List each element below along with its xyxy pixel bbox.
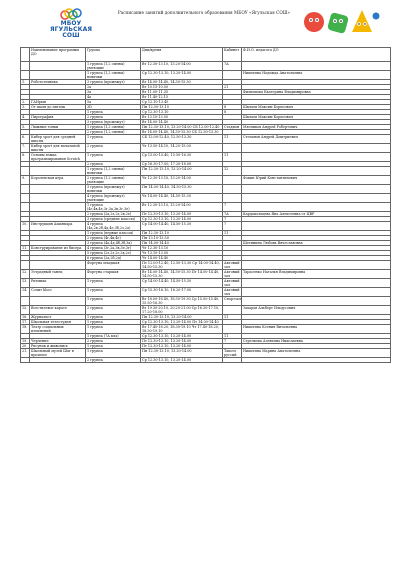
group-name: 6 группа (2а,2б,2д) bbox=[86, 256, 141, 261]
teacher-name bbox=[242, 153, 391, 162]
table-row bbox=[21, 297, 391, 306]
schedule-time: Пн 12.30-13.10, 13.20-14.00 bbox=[141, 167, 223, 176]
row-number: 13. bbox=[21, 279, 30, 288]
group-name: 4 группа (3г,2а,3в,3е,3г) bbox=[86, 246, 141, 251]
program-name bbox=[30, 71, 86, 80]
teacher-name: Никитина Ксения Витальевна bbox=[242, 325, 391, 334]
program-name: ГАИрыи bbox=[30, 100, 86, 105]
schedule-time: Ср 16.30-17.00, 17.20-18.00 bbox=[141, 162, 223, 167]
schedule-time: Пн 12.30-13.10, 13.20-14.00 СБ 12.00-12.40 bbox=[141, 125, 223, 130]
group-name: 1 группа bbox=[86, 279, 141, 288]
teacher-name bbox=[242, 261, 391, 270]
program-name: Ритмика bbox=[30, 279, 86, 288]
schedule-time: Чт 14.00-14.40, 14.50-15.30 bbox=[141, 194, 223, 203]
program-name bbox=[30, 358, 86, 363]
group-name: 2а bbox=[86, 85, 141, 90]
group-name: 3 группа (4а,4д,4б,3б,3а) bbox=[86, 241, 141, 246]
schedule-time: Чт 14.00-14.40 bbox=[141, 256, 223, 261]
room: 12 bbox=[223, 167, 242, 176]
table-row bbox=[21, 203, 391, 212]
schedule-time: Вт 18.00-18.40, 18.50-19.30 Ср 15.00-15.40, 15.50-16.30 bbox=[141, 297, 223, 306]
teacher-name bbox=[242, 222, 391, 231]
schedule-table bbox=[20, 47, 391, 363]
row-number: 9. bbox=[21, 176, 30, 185]
group-name: 3 группа (промежут) новички bbox=[86, 185, 141, 194]
room bbox=[223, 358, 242, 363]
logo-text: МБОУ ЯГУЛЬСКАЯ СОШ bbox=[49, 20, 93, 39]
schedule-time: Пн 14.00-14.40, 14.50-15.30 bbox=[141, 185, 223, 194]
schedule-time: Ср 12.30-13.10, 13.20-14.00 Пт 14.00-14.40 bbox=[141, 320, 223, 325]
table-row bbox=[21, 222, 391, 231]
room: 7 bbox=[223, 339, 242, 344]
schedule-time: Ср 12.30-13.10, 13.20-14.00 bbox=[141, 217, 223, 222]
group-name: 2 группа bbox=[86, 144, 141, 153]
program-name: Черчение bbox=[30, 339, 86, 344]
teacher-name bbox=[242, 358, 391, 363]
row-number: 10. bbox=[21, 222, 30, 231]
program-name: Основы языка программирования Scratch bbox=[30, 153, 86, 162]
room: 7 bbox=[223, 203, 242, 212]
teacher-name: Шклаев Максим Борисович bbox=[242, 105, 391, 110]
table-row bbox=[21, 167, 391, 176]
teacher-name bbox=[242, 167, 391, 176]
schedule-time: Ср 12.30-13.10 bbox=[141, 110, 223, 115]
group-name: 2 группа (1,2 смены) bbox=[86, 130, 141, 135]
schedule-time: Пн 13.10-13.50 bbox=[141, 236, 223, 241]
table-row bbox=[21, 306, 391, 315]
teacher-name: Кардапольцева Яна Алексеевна от ЦВР bbox=[242, 212, 391, 217]
room: Актовый зал bbox=[223, 279, 242, 288]
program-name bbox=[30, 62, 86, 71]
group-name: 3D bbox=[86, 105, 141, 110]
room bbox=[223, 176, 242, 185]
row-number: 17. bbox=[21, 320, 30, 325]
group-name: 1 группа (1,2 смены) умеющие bbox=[86, 62, 141, 71]
table-row bbox=[21, 325, 391, 334]
room: 7А bbox=[223, 62, 242, 71]
teacher-name bbox=[242, 297, 391, 306]
row-number: 15. bbox=[21, 306, 30, 315]
group-name: 4а bbox=[86, 95, 141, 100]
room: Спортзал bbox=[223, 297, 242, 306]
schedule-time: Вт 14.00-14.40, 14.50-15.30 СБ 12.50-13.30 bbox=[141, 130, 223, 135]
teacher-name bbox=[242, 185, 391, 194]
row-number: 21. bbox=[21, 349, 30, 358]
schedule-time: Вт 12.30-13.10, 13.20-14.00 bbox=[141, 62, 223, 71]
table-row bbox=[21, 358, 391, 363]
group-name: 1 группа bbox=[86, 135, 141, 144]
group-name: 1 группа (1,2 смены) bbox=[86, 125, 141, 130]
column-header: Кабинет bbox=[223, 48, 242, 62]
schedule-time: Вт 12.30-13.10, 13.20-14.00 bbox=[141, 203, 223, 212]
room: 11 bbox=[223, 334, 242, 339]
schedule-time: Чт 12.30-13.10, 13.20-14.00 bbox=[141, 176, 223, 185]
schedule-time: Ср 12.30-13.10, 13.20-14.00 bbox=[141, 71, 223, 80]
room: 11 bbox=[223, 315, 242, 320]
schedule-time: Ср 12.10-13.45 bbox=[141, 100, 223, 105]
row-number: 6. bbox=[21, 135, 30, 144]
row-number: 16. bbox=[21, 315, 30, 320]
table-row bbox=[21, 153, 391, 162]
room: 7 bbox=[223, 222, 242, 231]
teacher-name: Никитина Марина Анатольевна bbox=[242, 349, 391, 358]
row-number: 8. bbox=[21, 153, 30, 162]
room: 8 bbox=[223, 110, 242, 115]
program-name bbox=[30, 185, 86, 194]
table-header-row bbox=[21, 48, 391, 62]
row-number bbox=[21, 185, 30, 194]
program-name bbox=[30, 261, 86, 270]
table-row bbox=[21, 194, 391, 203]
schedule-time: Ср 12.30-13.10, 13.20-14.00 bbox=[141, 334, 223, 339]
schedule-time: Пт 12.00-12.40, 12.50-13.30 Ср 14.00-14.40, 14.50-15.30 bbox=[141, 261, 223, 270]
teacher-name: Никитина Надежда Анатольевна bbox=[242, 71, 391, 80]
program-name: От шаля до пятачк bbox=[30, 105, 86, 110]
teacher-name: Шклаев Максим Борисович bbox=[242, 115, 391, 120]
program-name: Лыжные гонки bbox=[30, 125, 86, 130]
group-name: 1 группа (4г,4в,4е,3г,3а,3в,3г,3е) bbox=[86, 203, 141, 212]
row-number: 5. bbox=[21, 125, 30, 130]
schedule-time: Ср 14.00-14.40, 14.50-15.30 bbox=[141, 222, 223, 231]
schedule-time: Пт 12.30-13.10, 13.20-14.00 bbox=[141, 212, 223, 217]
school-logo bbox=[40, 8, 102, 38]
room: 7 bbox=[223, 217, 242, 222]
room: Актовый зал bbox=[223, 261, 242, 270]
row-number bbox=[21, 194, 30, 203]
schedule-time: Пн 12.30-13.10, 13.20-14.00 bbox=[141, 315, 223, 320]
row-number: 1. bbox=[21, 80, 30, 85]
row-number: 18. bbox=[21, 325, 30, 334]
schedule-time: Вт 11.40-12.15 bbox=[141, 95, 223, 100]
program-name: Инструкция Ашанпара bbox=[30, 222, 86, 231]
row-number: 7. bbox=[21, 144, 30, 153]
room bbox=[223, 194, 242, 203]
room bbox=[223, 71, 242, 80]
program-name: Сочит blocс bbox=[30, 288, 86, 297]
program-name: Всестилевое карате bbox=[30, 306, 86, 315]
group-name: 1 группа bbox=[86, 315, 141, 320]
schedule-time: Пт 12.30-13.10, 13.20-14.00 bbox=[141, 344, 223, 349]
column-header bbox=[21, 48, 30, 62]
row-number bbox=[21, 297, 30, 306]
teacher-name: Филиппова Екатерина Владимировна bbox=[242, 90, 391, 95]
row-number: 11. bbox=[21, 246, 30, 251]
program-name: Школьный музей Шаг в прошлое bbox=[30, 349, 86, 358]
row-number: 2. bbox=[21, 100, 30, 105]
group-name: 3а bbox=[86, 90, 141, 95]
schedule-time: Пн 12.30-13.10, 13.20-14.00 bbox=[141, 349, 223, 358]
group-name: 5 группа (2з,2з,2г,2в,2е) bbox=[86, 251, 141, 256]
group-name: 1 группа bbox=[86, 110, 141, 115]
table-row bbox=[21, 144, 391, 153]
group-name: 1 группа bbox=[86, 288, 141, 297]
group-name: 1 группа (1,2 смены) новички bbox=[86, 71, 141, 80]
room bbox=[223, 325, 242, 334]
room: 21 bbox=[223, 85, 242, 90]
column-header: Ф.И.О. педагога ДО bbox=[242, 48, 391, 62]
group-name: 3 группа (промежут) bbox=[86, 80, 141, 85]
schedule-time: Вт 13.10-13.50 bbox=[141, 115, 223, 120]
column-header: Дни/время bbox=[141, 48, 223, 62]
program-name bbox=[30, 297, 86, 306]
teacher-name: Тарасенко Наталья Владимировна bbox=[242, 270, 391, 279]
mascots-icon bbox=[300, 6, 380, 36]
group-name: 3 группа (средние классы) bbox=[86, 217, 141, 222]
teacher-name bbox=[242, 62, 391, 71]
group-name: 1 группа (1,2 смены) новички bbox=[86, 167, 141, 176]
group-name: 2 группа (1,2 смены) умеющие bbox=[86, 176, 141, 185]
room bbox=[223, 185, 242, 194]
room: 11 bbox=[223, 135, 242, 144]
schedule-time: Вт 19.30-20.10, 20.20-21.00 Ср 16.30-17.10, 17.20-18.00 bbox=[141, 306, 223, 315]
table-row bbox=[21, 71, 391, 80]
teacher-name: Щетинина Любовь Вячеславовна bbox=[242, 241, 391, 246]
program-name: Робототехника bbox=[30, 80, 86, 85]
row-number bbox=[21, 71, 30, 80]
teacher-name: Стрелкова Алевтина Николаевна bbox=[242, 339, 391, 344]
group-name: 2 группа bbox=[86, 162, 141, 167]
program-name: Рисунок и живопись bbox=[30, 344, 86, 349]
room bbox=[223, 144, 242, 153]
row-number: 14. bbox=[21, 288, 30, 297]
table-row bbox=[21, 135, 391, 144]
group-name: 1 группа bbox=[86, 297, 141, 306]
schedule-time: Вт 14.00-14.40 bbox=[141, 120, 223, 125]
row-number: 12. bbox=[21, 270, 30, 279]
schedule-time: Вт 17.40-18.20, 18.30-19.10 Чт 17.40-18.20, 18.30-19.10 bbox=[141, 325, 223, 334]
row-number bbox=[21, 62, 30, 71]
table-row bbox=[21, 176, 391, 185]
teacher-name bbox=[242, 279, 391, 288]
group-name: 2 группа bbox=[86, 306, 141, 315]
group-name: 2 группа bbox=[86, 115, 141, 120]
schedule-time: Пн 12.30-13.10 bbox=[141, 105, 223, 110]
room: Актовый зал bbox=[223, 288, 242, 297]
column-header: Наименование программы ДО bbox=[30, 48, 86, 62]
room: 8 bbox=[223, 105, 242, 110]
group-name: 1 группа (первые классы) bbox=[86, 231, 141, 236]
teacher-name bbox=[242, 194, 391, 203]
schedule-time: СБ 12.00-12.40, 12.50-13.30 bbox=[141, 135, 223, 144]
program-name: Театр социальных изменений bbox=[30, 325, 86, 334]
room: 11 bbox=[223, 153, 242, 162]
schedule-time: Чт 13.50-14.10, 14.20-15.00 bbox=[141, 144, 223, 153]
schedule-time: Вт 14.00-14.40, 14.50-15.30 bbox=[141, 80, 223, 85]
table-row bbox=[21, 279, 391, 288]
schedule-time: Вт 14.00-14.40, 14.50-15.30 Пт 14.00-14.40, 14.50-15.30 bbox=[141, 270, 223, 279]
teacher-name: Степанов Андрей Дмитриевич bbox=[242, 135, 391, 144]
room bbox=[223, 306, 242, 315]
group-name: 2 группа (4г,4в,4е) bbox=[86, 236, 141, 241]
table-row bbox=[21, 288, 391, 297]
schedule-time: Пн 14.00-14.40 bbox=[141, 241, 223, 246]
group-name: 2 группа bbox=[86, 339, 141, 344]
schedule-time: Пт 12.30-13.10, 13.20-14.00 bbox=[141, 339, 223, 344]
group-name: 1 группа bbox=[86, 320, 141, 325]
group-name: 1 группа (7А кла) bbox=[86, 334, 141, 339]
teacher-name: Мясников Андрей Робертович bbox=[242, 125, 391, 130]
room: Актовый зал bbox=[223, 270, 242, 279]
column-header: Группа bbox=[86, 48, 141, 62]
program-name: Эстрадный танец bbox=[30, 270, 86, 279]
row-number bbox=[21, 261, 30, 270]
teacher-name: Захаров Альберт Ильдусович bbox=[242, 306, 391, 315]
table-row bbox=[21, 270, 391, 279]
schedule-time: Пн 12.30-13.10 bbox=[141, 231, 223, 236]
table-row bbox=[21, 62, 391, 71]
schedule-time: Ср 14.00-14.40, 14.50-15.30 bbox=[141, 279, 223, 288]
program-name bbox=[30, 194, 86, 203]
group-name: 2 группа bbox=[86, 358, 141, 363]
schedule-time: Вт 10.15-10.50 bbox=[141, 85, 223, 90]
table-row bbox=[21, 261, 391, 270]
row-number bbox=[21, 358, 30, 363]
group-name: 1 группа bbox=[86, 153, 141, 162]
schedule-time: Вт 11.00-11.35 bbox=[141, 90, 223, 95]
teacher-name bbox=[242, 203, 391, 212]
schedule-time: Ср 13.00-15.40, 15.50-16.30 bbox=[141, 153, 223, 162]
program-name: Кибер sport для начальной школы bbox=[30, 144, 86, 153]
room: Такого руссий bbox=[223, 349, 242, 358]
page-title: Расписание занятий дополнительного образования МБОУ «Ягульская СОШ» bbox=[117, 10, 291, 15]
group-name: 1 группа bbox=[86, 344, 141, 349]
teacher-name bbox=[242, 288, 391, 297]
row-number bbox=[21, 203, 30, 212]
schedule-time: Чт 12.30-13.10 bbox=[141, 246, 223, 251]
table-row bbox=[21, 185, 391, 194]
row-number: 4. bbox=[21, 115, 30, 120]
row-number bbox=[21, 167, 30, 176]
schedule-time: Чт 13.10-13.50 bbox=[141, 251, 223, 256]
row-number: 19. bbox=[21, 339, 30, 344]
group-name: 1 группа bbox=[86, 349, 141, 358]
room: 7А bbox=[223, 212, 242, 217]
table-row bbox=[21, 349, 391, 358]
schedule-time: Ср 12.30-13.10, 13.20-14.00 bbox=[141, 358, 223, 363]
room: Стадион bbox=[223, 125, 242, 130]
group-name: 4 группа (промежут) умеющие bbox=[86, 194, 141, 203]
group-name: 3 группа (промежут) bbox=[86, 120, 141, 125]
program-name: Пирография bbox=[30, 115, 86, 120]
group-name: 1 группа bbox=[86, 325, 141, 334]
group-name: 2 группа (2а,2з,2г,2в,2е) bbox=[86, 212, 141, 217]
group-name: 4 группа (4а,2в,2б,4д,4е,3б,2з,2а) bbox=[86, 222, 141, 231]
row-number: 20. bbox=[21, 344, 30, 349]
program-name: Школьная телестудия bbox=[30, 320, 86, 325]
program-name: Кибер sport для средней школы bbox=[30, 135, 86, 144]
group-name: Фортуна старшая bbox=[86, 270, 141, 279]
teacher-name bbox=[242, 144, 391, 153]
program-name: Королевская игра bbox=[30, 176, 86, 185]
program-name bbox=[30, 167, 86, 176]
teacher-name: Фокин Юрий Константинович bbox=[242, 176, 391, 185]
room: 11 bbox=[223, 231, 242, 236]
group-name: 5а bbox=[86, 100, 141, 105]
program-name: Конструирование из бисера bbox=[30, 246, 86, 251]
schedule-time: Ср 15.30-16.10, 16.20-17.00 bbox=[141, 288, 223, 297]
row-number: 3. bbox=[21, 105, 30, 110]
group-name: Фортуна младшая bbox=[86, 261, 141, 270]
program-name bbox=[30, 203, 86, 212]
program-name: Журналист bbox=[30, 315, 86, 320]
